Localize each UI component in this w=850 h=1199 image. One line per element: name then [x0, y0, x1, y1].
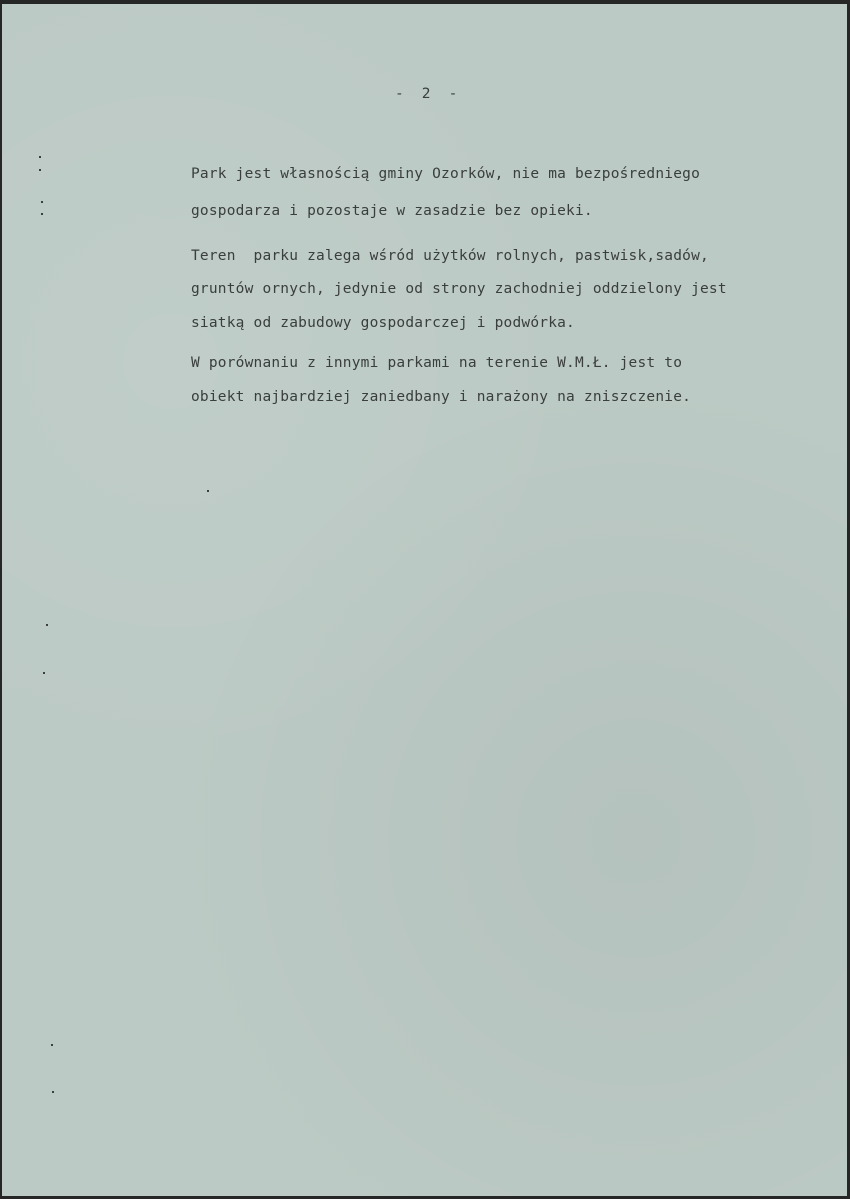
text-line-2: gospodarza i pozostaje w zasadzie bez opieki. [191, 203, 593, 219]
paper-speck [43, 672, 45, 674]
paper-speck [39, 156, 41, 158]
paper-speck [52, 1091, 54, 1093]
text-line-4: gruntów ornych, jedynie od strony zachodniej oddzielony jest [191, 281, 727, 297]
page-number: - 2 - [395, 86, 458, 102]
paper-speck [207, 490, 209, 492]
paper-speck [46, 624, 48, 626]
paper-speck [51, 1044, 53, 1046]
paper-speck [41, 213, 43, 215]
text-line-3: Teren parku zalega wśród użytków rolnych, pastwisk,sadów, [191, 248, 709, 264]
text-line-7: obiekt najbardziej zaniedbany i narażony na zniszczenie. [191, 389, 692, 405]
paper-speck [41, 201, 43, 203]
text-line-1: Park jest własnością gminy Ozorków, nie ma bezpośredniego [191, 166, 700, 182]
document-page [2, 4, 847, 1196]
paper-speck [39, 169, 41, 171]
text-line-6: W porównaniu z innymi parkami na terenie W.M.Ł. jest to [191, 355, 683, 371]
text-line-5: siatką od zabudowy gospodarczej i podwórka. [191, 315, 575, 331]
